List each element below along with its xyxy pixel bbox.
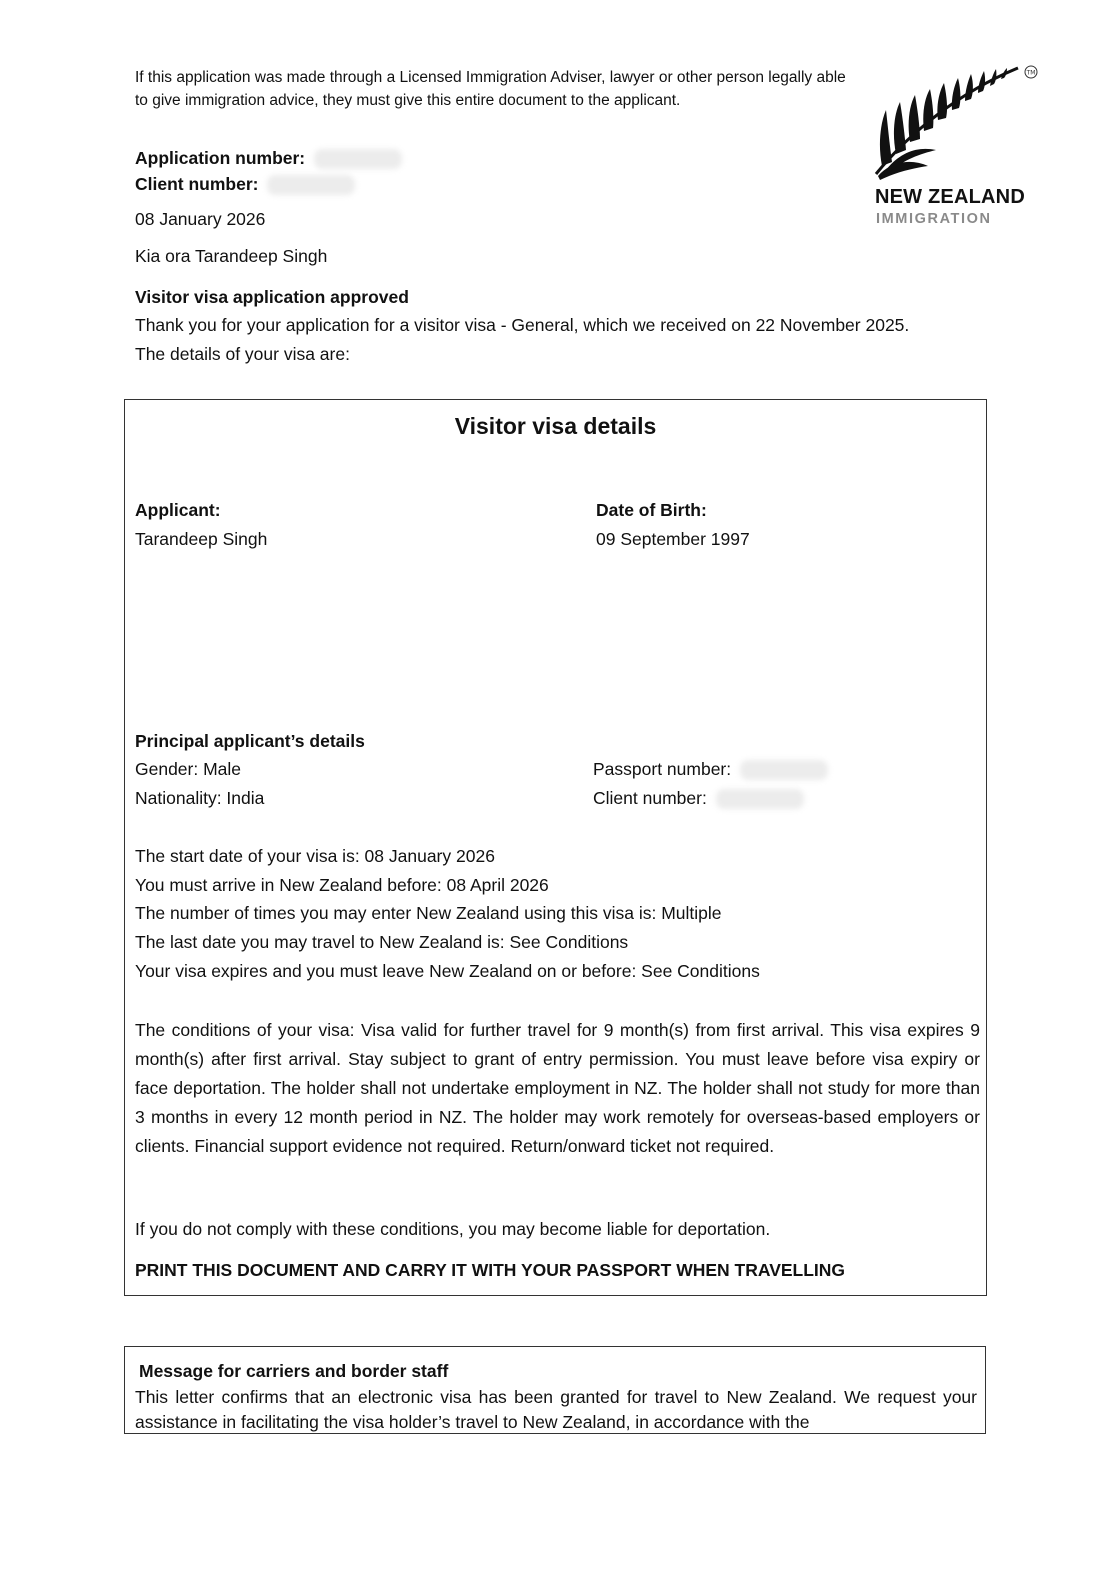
application-number-redacted: [314, 149, 402, 169]
letter-date: 08 January 2026: [135, 209, 266, 229]
entries-allowed: The number of times you may enter New Zealand using this visa is: Multiple: [135, 903, 722, 923]
intro-line-1: Thank you for your application for a visitor visa - General, which we received on 22 November 2025.: [135, 315, 910, 335]
nationality: Nationality: India: [135, 788, 265, 808]
visa-expiry: Your visa expires and you must leave New Zealand on or before: See Conditions: [135, 961, 760, 981]
client-number-redacted: [267, 175, 355, 195]
application-number-label: Application number:: [135, 148, 306, 168]
principal-client-number-row: [593, 788, 804, 809]
intro-line-2: The details of your visa are:: [135, 344, 350, 364]
application-number-row: [135, 148, 402, 169]
passport-number-row: [593, 759, 828, 780]
visa-start-date: The start date of your visa is: 08 January 2026: [135, 846, 495, 866]
adviser-notice: If this application was made through a Licensed Immigration Adviser, lawyer or other person legally able to give immigration advice, they must give this entire document to the applicant.: [135, 69, 846, 109]
carriers-message-box: [124, 1346, 986, 1434]
print-notice: PRINT THIS DOCUMENT AND CARRY IT WITH YOUR PASSPORT WHEN TRAVELLING: [135, 1260, 846, 1280]
client-number-row: [135, 174, 355, 195]
logo-subtitle: IMMIGRATION: [876, 211, 992, 227]
applicant-name: Tarandeep Singh: [135, 529, 268, 549]
approval-heading: Visitor visa application approved: [135, 287, 409, 307]
arrive-before: You must arrive in New Zealand before: 08 April 2026: [135, 875, 549, 895]
gender: Gender: Male: [135, 759, 242, 779]
dob-label: Date of Birth:: [596, 500, 707, 520]
passport-number-redacted: [740, 760, 828, 780]
visa-conditions: The conditions of your visa: Visa valid for further travel for 9 month(s) from first arrival. This visa expires 9 month(s) after first arrival. Stay subject to grant of entry permission. You must leave before visa expiry or face deportation. The holder shall not undertake employment in NZ. The holder shall not study for more than 3 months in every 12 month period in NZ. The holder may work remotely for overseas-based employers or clients. Financial support evidence not required. Return/onward ticket not required.: [135, 1020, 980, 1156]
dob-value: 09 September 1997: [596, 529, 750, 549]
applicant-label: Applicant:: [135, 500, 221, 520]
trademark-mark: TM: [1026, 69, 1036, 77]
visa-details-title: Visitor visa details: [454, 413, 657, 439]
principal-client-number-redacted: [716, 789, 804, 809]
logo-wordmark: NEW ZEALAND: [875, 186, 1025, 208]
last-travel-date: The last date you may travel to New Zealand is: See Conditions: [135, 932, 629, 952]
greeting: Kia ora Tarandeep Singh: [135, 246, 328, 266]
principal-heading: Principal applicant’s details: [135, 731, 365, 751]
deportation-warning: If you do not comply with these conditions, you may become liable for deportation.: [135, 1219, 771, 1239]
carriers-message-body: This letter confirms that an electronic visa has been granted for travel to New Zealand. We request your assistance in facilitating the visa holder’s travel to New Zealand, in accordance with the: [135, 1387, 977, 1432]
client-number-label: Client number:: [135, 174, 259, 194]
carriers-message-title: Message for carriers and border staff: [139, 1361, 449, 1381]
principal-client-number-label: Client number:: [593, 788, 707, 808]
passport-number-label: Passport number:: [593, 759, 732, 779]
